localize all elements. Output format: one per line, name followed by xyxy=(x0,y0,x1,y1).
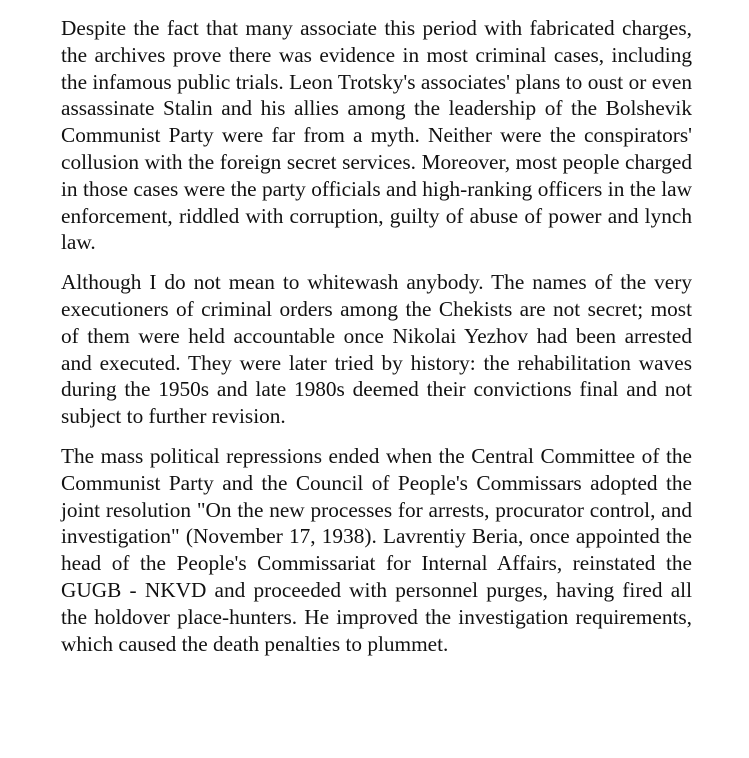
paragraph-3: The mass political repressions ended when the Central Committee of the Communist Party and the Council of People's Commissars adopted the joint resolution "On the new processes for arrests, procurator control, and investigation" (November 17, 1938). Lavrentiy Beria, once appointed the head of the People's Commissariat for Internal Affairs, reinstated the GUGB - NKVD and proceeded with personnel purges, having fired all the holdover place-hunters. He improved the investigation requirements, which caused the death penalties to plummet. xyxy=(61,443,692,656)
paragraph-2: Although I do not mean to whitewash anybody. The names of the very executioners of criminal orders among the Chekists are not secret; most of them were held accountable once Nikolai Yezhov had been arrested and executed. They were later tried by history: the rehabilitation waves during the 1950s and late 1980s deemed their convictions final and not subject to further revision. xyxy=(61,270,692,429)
paragraph-1: Despite the fact that many associate this period with fabricated charges, the archives prove there was evidence in most criminal cases, including the infamous public trials. Leon Trotsky's associates' plans to oust or even assassinate Stalin and his allies among the leadership of the Bolshevik Communist Party were far from a myth. Neither were the conspirators' collusion with the foreign secret services. Moreover, most people charged in those cases were the party officials and high-ranking officers in the law enforcement, riddled with corruption, guilty of abuse of power and lynch law. xyxy=(61,16,692,255)
document-body xyxy=(61,15,692,657)
